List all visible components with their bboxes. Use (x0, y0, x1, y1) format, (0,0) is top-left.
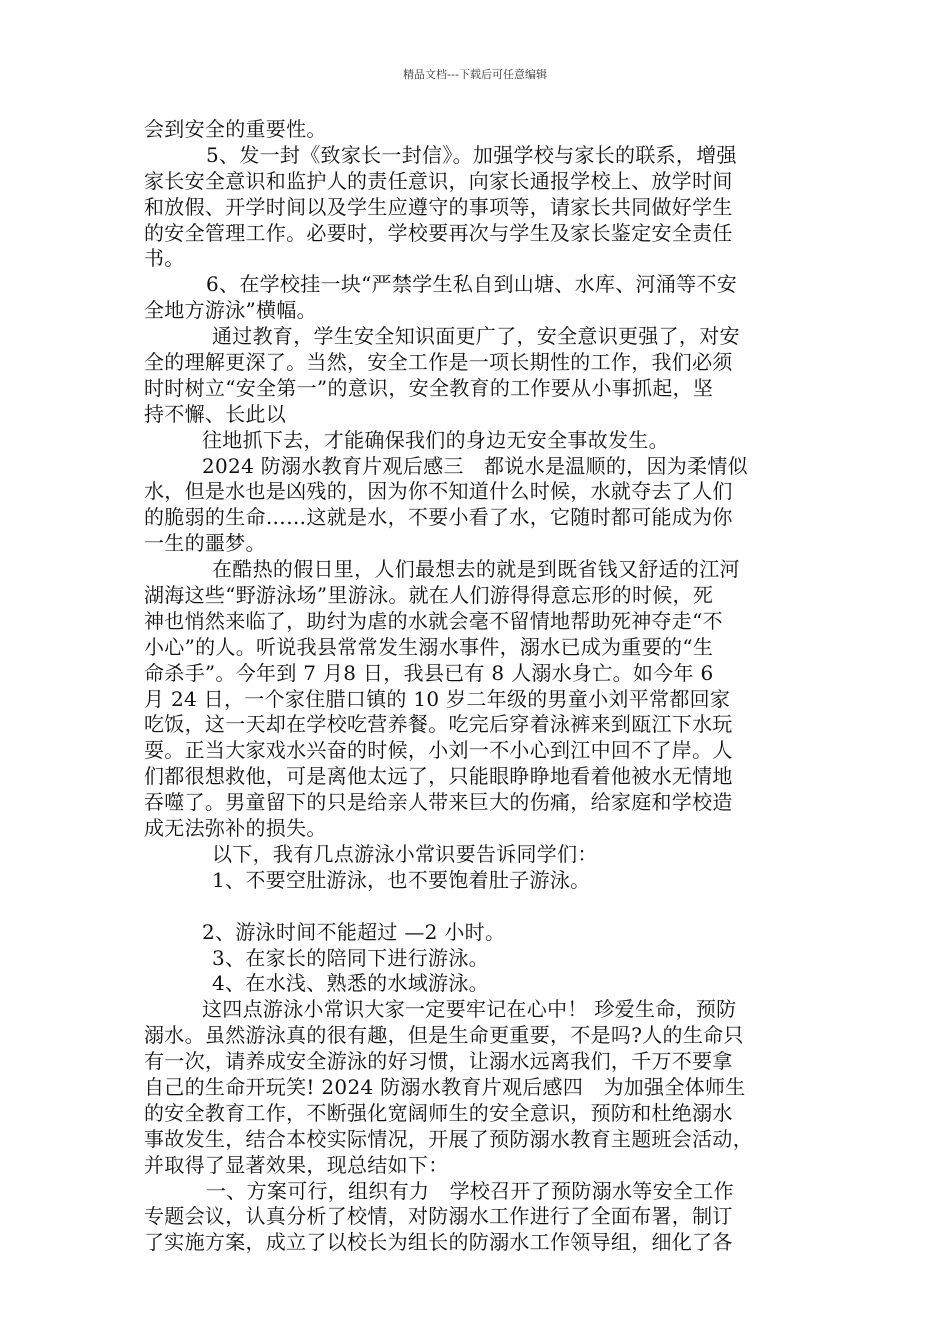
text-line: 并取得了显著效果，现总结如下： (144, 1152, 449, 1177)
blank-line (144, 894, 814, 920)
text-line: 2、游泳时间不能超过 —2 小时。 (202, 919, 506, 944)
text-line: 和放假、开学时间以及学生应遵守的事项等，请家长共同做好学生 (144, 194, 733, 219)
text-line: 们都很想救他，可是离他太远了，只能眼睁睁地看着他被水无情地 (144, 764, 733, 789)
text-line: 溺水。虽然游泳真的很有趣，但是生命更重要，不是吗?人的生命只 (144, 1023, 744, 1048)
text-line: 会到安全的重要性。 (144, 117, 327, 141)
text-line: 3、在家长的陪同下进行游泳。 (212, 945, 489, 970)
text-line: 2024 防溺水教育片观后感三 都说水是温顺的，因为柔情似 (202, 453, 748, 478)
text-line: 全地方游泳”横幅。 (144, 298, 317, 323)
text-line: 吞噬了。男童留下的只是给亲人带来巨大的伤痛，给家庭和学校造 (144, 790, 733, 815)
text-line: 持不懈、长此以 (144, 401, 287, 426)
text-line: 这四点游泳小常识大家一定要牢记在心中！ 珍爱生命，预防 (202, 997, 737, 1022)
text-line: 湖海这些“野游泳场”里游泳。就在人们游得得意忘形的时候，死 (144, 583, 714, 608)
text-line: 事故发生，结合本校实际情况，开展了预防溺水教育主题班会活动， (144, 1126, 753, 1151)
page-header: 精品文档---下载后可任意编辑 (403, 68, 547, 81)
text-line: 的脆弱的生命……这就是水，不要小看了水，它随时都可能成为你 (144, 505, 733, 530)
text-line: 6、在学校挂一块“严禁学生私自到山塘、水库、河涌等不安 (206, 272, 738, 297)
text-line: 4、在水浅、熟悉的水域游泳。 (212, 971, 489, 996)
document-body (144, 117, 814, 1256)
text-line: 通过教育，学生安全知识面更广了，安全意识更强了，对安 (212, 324, 740, 349)
text-line: 命杀手”。今年到 7 月8 日，我县已有 8 人溺水身亡。如今年 6 (144, 660, 714, 685)
text-line: 的安全教育工作，不断强化宽阔师生的安全意识，预防和杜绝溺水 (144, 1100, 733, 1125)
text-line: 5、发一封《致家长一封信》。加强学校与家长的联系，增强 (206, 142, 737, 167)
text-line: 了实施方案，成立了以校长为组长的防溺水工作领导组，细化了各 (144, 1230, 733, 1255)
text-line: 全的理解更深了。当然，安全工作是一项长期性的工作，我们必须 (144, 350, 733, 375)
text-line: 1、不要空肚游泳，也不要饱着肚子游泳。 (212, 867, 591, 892)
text-line: 神也悄然来临了，助纣为虐的水就会毫不留情地帮助死神夺走“不 (144, 608, 723, 633)
text-line: 小心”的人。听说我县常常发生溺水事件，溺水已成为重要的“生 (144, 634, 714, 659)
text-line: 成无法弥补的损失。 (144, 816, 327, 841)
text-line: 水，但是水也是凶残的，因为你不知道什么时候，水就夺去了人们 (144, 479, 733, 504)
text-line: 一生的噩梦。 (144, 531, 266, 556)
text-line: 月 24 日，一个家住腊口镇的 10 岁二年级的男童小刘平常都回家 (144, 686, 731, 711)
text-line: 的安全管理工作。必要时，学校要再次与学生及家长鉴定安全责任 (144, 220, 733, 245)
text-line: 吃饭，这一天却在学校吃营养餐。吃完后穿着泳裤来到瓯江下水玩 (144, 712, 733, 737)
text-line: 耍。正当大家戏水兴奋的时候，小刘一不小心到江中回不了岸。人 (144, 738, 733, 763)
text-line: 一、方案可行，组织有力 学校召开了预防溺水等安全工作 (206, 1178, 734, 1203)
text-line: 书。 (144, 246, 185, 271)
text-line: 家长安全意识和监护人的责任意识，向家长通报学校上、放学时间 (144, 168, 733, 193)
text-line: 以下，我有几点游泳小常识要告诉同学们： (212, 841, 598, 866)
text-line: 时时树立“安全第一”的意识，安全教育的工作要从小事抓起，坚 (144, 375, 714, 400)
text-line: 往地抓下去，才能确保我们的身边无安全事故发生。 (202, 427, 669, 452)
text-line: 有一次，请养成安全游泳的好习惯，让溺水远离我们，千万不要拿 (144, 1049, 733, 1074)
text-line: 在酷热的假日里，人们最想去的就是到既省钱又舒适的江河 (212, 557, 740, 582)
text-line: 自己的生命开玩笑! 2024 防溺水教育片观后感四 为加强全体师生 (144, 1074, 746, 1099)
text-line: 专题会议，认真分析了校情，对防溺水工作进行了全面布署，制订 (144, 1204, 733, 1229)
